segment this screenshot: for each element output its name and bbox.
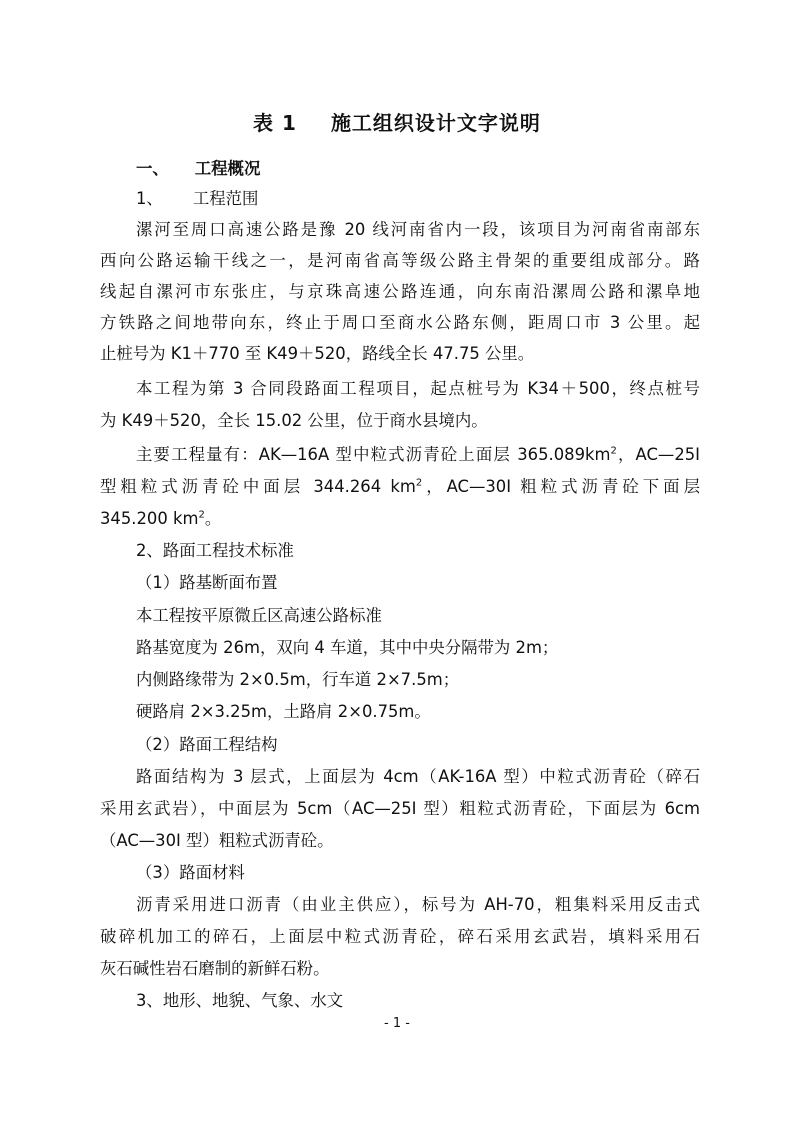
paragraph-line: （AC—30I 型）粗粒式沥青砼。 [100,831,334,850]
subsection-heading-terrain: 3、地形、地貌、气象、水文 [136,991,344,1010]
subsection-heading-scope: 1、 工程范围 [136,189,259,208]
paragraph-line: 本工程按平原微丘区高速公路标准 [136,606,382,625]
superscript: 2 [610,445,617,457]
paragraph-line: 线起自漯河市东张庄，与京珠高速公路连通，向东南沿漯周公路和漯阜地 [100,282,700,301]
subsection-heading-standards: 2、路面工程技术标准 [136,541,294,560]
paragraph-line: 硬路肩 2×3.25m，土路肩 2×0.75m。 [136,702,431,721]
paragraph-line: 本工程为第 3 合同段路面工程项目，起点桩号为 K34＋500，终点桩号 [136,379,700,398]
item-heading: （2）路面工程结构 [136,735,278,754]
paragraph-line: 型粗粒式沥青砼中面层 344.264 $km^2$，AC—30I 粗粒式沥青砼下面层 [100,477,700,496]
table-number: 表 1 [253,111,297,135]
paragraph-line: 采用玄武岩），中面层为 5cm（AC—25I 型）粗粒式沥青砼，下面层为 6cm [100,799,700,818]
paragraph-line: 灰石碱性岩石磨制的新鲜石粉。 [100,959,330,978]
paragraph-line: 沥青采用进口沥青（由业主供应），标号为 AH-70，粗集料采用反击式 [136,895,700,914]
document-title [0,107,794,136]
page-number: - 1 - [384,1016,410,1031]
paragraph-line: 方铁路之间地带向东，终止于周口至商水公路东侧，距周口市 3 公里。起 [100,313,700,332]
paragraph-line: 345.200 $km^2$。 [100,509,222,528]
item-heading: （3）路面材料 [136,863,245,882]
title-text: 施工组织设计文字说明 [330,111,541,135]
paragraph-line: 为 K49＋520，全长 15.02 公里，位于商水县境内。 [100,411,488,430]
paragraph-line: 漯河至周口高速公路是豫 20 线河南省内一段，该项目为河南省南部东 [136,220,700,239]
paragraph-line: 破碎机加工的碎石，上面层中粒式沥青砼，碎石采用玄武岩，填料采用石 [100,927,700,946]
item-heading: （1）路基断面布置 [136,573,278,592]
paragraph-line: 内侧路缘带为 2×0.5m，行车道 2×7.5m； [136,670,460,689]
superscript: 2 [415,477,423,489]
paragraph-line: 西向公路运输干线之一，是河南省高等级公路主骨架的重要组成部分。路 [100,251,700,270]
superscript: 2 [198,509,205,521]
paragraph-line: 路面结构为 3 层式，上面层为 4cm（AK-16A 型）中粒式沥青砼（碎石 [136,767,700,786]
section-heading-overview: 一、 工程概况 [136,159,261,178]
paragraph-line: 止桩号为 K1＋770 至 K49＋520，路线全长 47.75 公里。 [100,344,535,363]
paragraph-line: 路基宽度为 26m，双向 4 车道，其中中央分隔带为 2m； [136,638,559,657]
paragraph-line: 主要工程量有：AK—16A 型中粒式沥青砼上面层 $365.089km^2$，AC—25I [136,445,701,464]
